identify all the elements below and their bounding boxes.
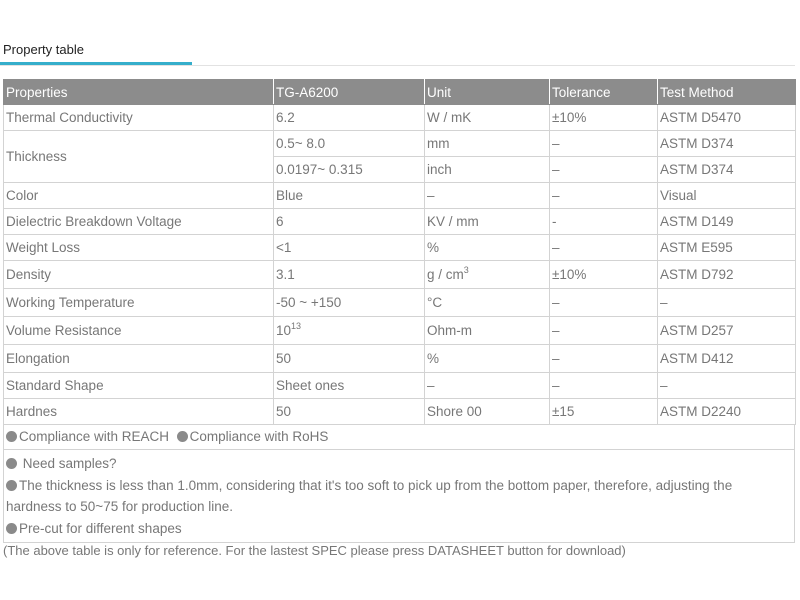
property-table <box>3 79 796 425</box>
property-method: ASTM D257 <box>658 317 796 345</box>
property-value <box>274 317 425 345</box>
property-value: Sheet ones <box>274 373 425 399</box>
property-unit: °C <box>425 289 550 317</box>
property-method: ASTM D2240 <box>658 399 796 425</box>
property-method: ASTM E595 <box>658 235 796 261</box>
property-unit: % <box>425 235 550 261</box>
property-tolerance: – <box>550 157 658 183</box>
table-row <box>4 373 796 399</box>
property-tolerance: – <box>550 373 658 399</box>
property-value: 3.1 <box>274 261 425 289</box>
bullet-dot-icon <box>177 431 188 442</box>
property-tolerance: ±10% <box>550 105 658 131</box>
property-unit: mm <box>425 131 550 157</box>
property-unit: Ohm-m <box>425 317 550 345</box>
table-row <box>4 183 796 209</box>
bullet-dot-icon <box>6 480 17 491</box>
property-method: ASTM D412 <box>658 345 796 373</box>
tab-property-table[interactable]: Property table <box>3 42 84 57</box>
property-method: – <box>658 289 796 317</box>
table-row <box>4 317 796 345</box>
note-precut-text: Pre-cut for different shapes <box>19 520 182 536</box>
bullet-dot-icon <box>6 458 17 469</box>
table-row <box>4 261 796 289</box>
property-value: -50 ~ +150 <box>274 289 425 317</box>
property-unit: Shore 00 <box>425 399 550 425</box>
property-name: Working Temperature <box>4 289 274 317</box>
property-unit: KV / mm <box>425 209 550 235</box>
note-thickness <box>6 475 792 497</box>
property-tolerance: – <box>550 183 658 209</box>
property-method: ASTM D792 <box>658 261 796 289</box>
property-name: Dielectric Breakdown Voltage <box>4 209 274 235</box>
property-value: 6.2 <box>274 105 425 131</box>
property-value: 6 <box>274 209 425 235</box>
note-samples-text: Need samples? <box>19 456 117 471</box>
property-value: 0.5~ 8.0 <box>274 131 425 157</box>
property-unit: – <box>425 373 550 399</box>
property-tolerance: – <box>550 289 658 317</box>
header-tolerance: Tolerance <box>550 80 658 105</box>
property-tolerance: - <box>550 209 658 235</box>
property-tolerance: ±10% <box>550 261 658 289</box>
table-row <box>4 345 796 373</box>
table-row <box>4 235 796 261</box>
property-unit: % <box>425 345 550 373</box>
property-method: ASTM D374 <box>658 131 796 157</box>
unit-superscript: 3 <box>463 265 469 275</box>
property-name: Volume Resistance <box>4 317 274 345</box>
property-name: Thickness <box>4 131 274 183</box>
unit-base: g / cm <box>427 267 464 282</box>
property-name: Hardnes <box>4 399 274 425</box>
property-name: Thermal Conductivity <box>4 105 274 131</box>
table-row <box>4 289 796 317</box>
note-thickness-continued: hardness to 50~75 for production line. <box>6 499 234 514</box>
property-name: Standard Shape <box>4 373 274 399</box>
property-name: Color <box>4 183 274 209</box>
header-properties: Properties <box>4 80 274 105</box>
note-samples <box>6 453 792 475</box>
property-tolerance: ±15 <box>550 399 658 425</box>
property-method: Visual <box>658 183 796 209</box>
property-tolerance: – <box>550 345 658 373</box>
property-value: 50 <box>274 345 425 373</box>
property-method: – <box>658 373 796 399</box>
table-row <box>4 209 796 235</box>
property-method: ASTM D5470 <box>658 105 796 131</box>
compliance-row <box>4 424 794 450</box>
value-base: 10 <box>276 323 292 338</box>
note-precut <box>6 518 792 540</box>
bullet-dot-icon <box>6 431 17 442</box>
property-value: Blue <box>274 183 425 209</box>
property-name: Weight Loss <box>4 235 274 261</box>
table-row <box>4 399 796 425</box>
property-tolerance: – <box>550 235 658 261</box>
property-value: 0.0197~ 0.315 <box>274 157 425 183</box>
tab-bar <box>0 0 800 66</box>
table-header-row <box>4 80 796 105</box>
compliance-reach: Compliance with REACH <box>19 429 170 444</box>
bullet-dot-icon <box>6 523 17 534</box>
property-unit: inch <box>425 157 550 183</box>
property-unit: W / mK <box>425 105 550 131</box>
property-method: ASTM D149 <box>658 209 796 235</box>
property-tolerance: – <box>550 131 658 157</box>
info-notes <box>4 450 794 542</box>
header-test-method: Test Method <box>658 80 796 105</box>
table-row <box>4 131 796 157</box>
property-tolerance: – <box>550 317 658 345</box>
property-unit <box>425 261 550 289</box>
tab-divider <box>0 65 795 66</box>
table-row <box>4 105 796 131</box>
value-superscript: 13 <box>291 321 302 331</box>
note-thickness-text-1: The thickness is less than 1.0mm, considering that it's too soft to pick up from the bottom paper, therefore, adjusting the <box>19 477 733 493</box>
header-unit: Unit <box>425 80 550 105</box>
compliance-rohs: Compliance with RoHS <box>189 429 329 444</box>
property-name: Density <box>4 261 274 289</box>
property-name: Elongation <box>4 345 274 373</box>
notes-box <box>3 424 795 543</box>
property-unit: – <box>425 183 550 209</box>
property-method: ASTM D374 <box>658 157 796 183</box>
property-value: 50 <box>274 399 425 425</box>
header-product: TG-A6200 <box>274 80 425 105</box>
property-value: <1 <box>274 235 425 261</box>
reference-footnote: (The above table is only for reference. For the lastest SPEC please press DATASHEET button for download) <box>3 543 626 558</box>
